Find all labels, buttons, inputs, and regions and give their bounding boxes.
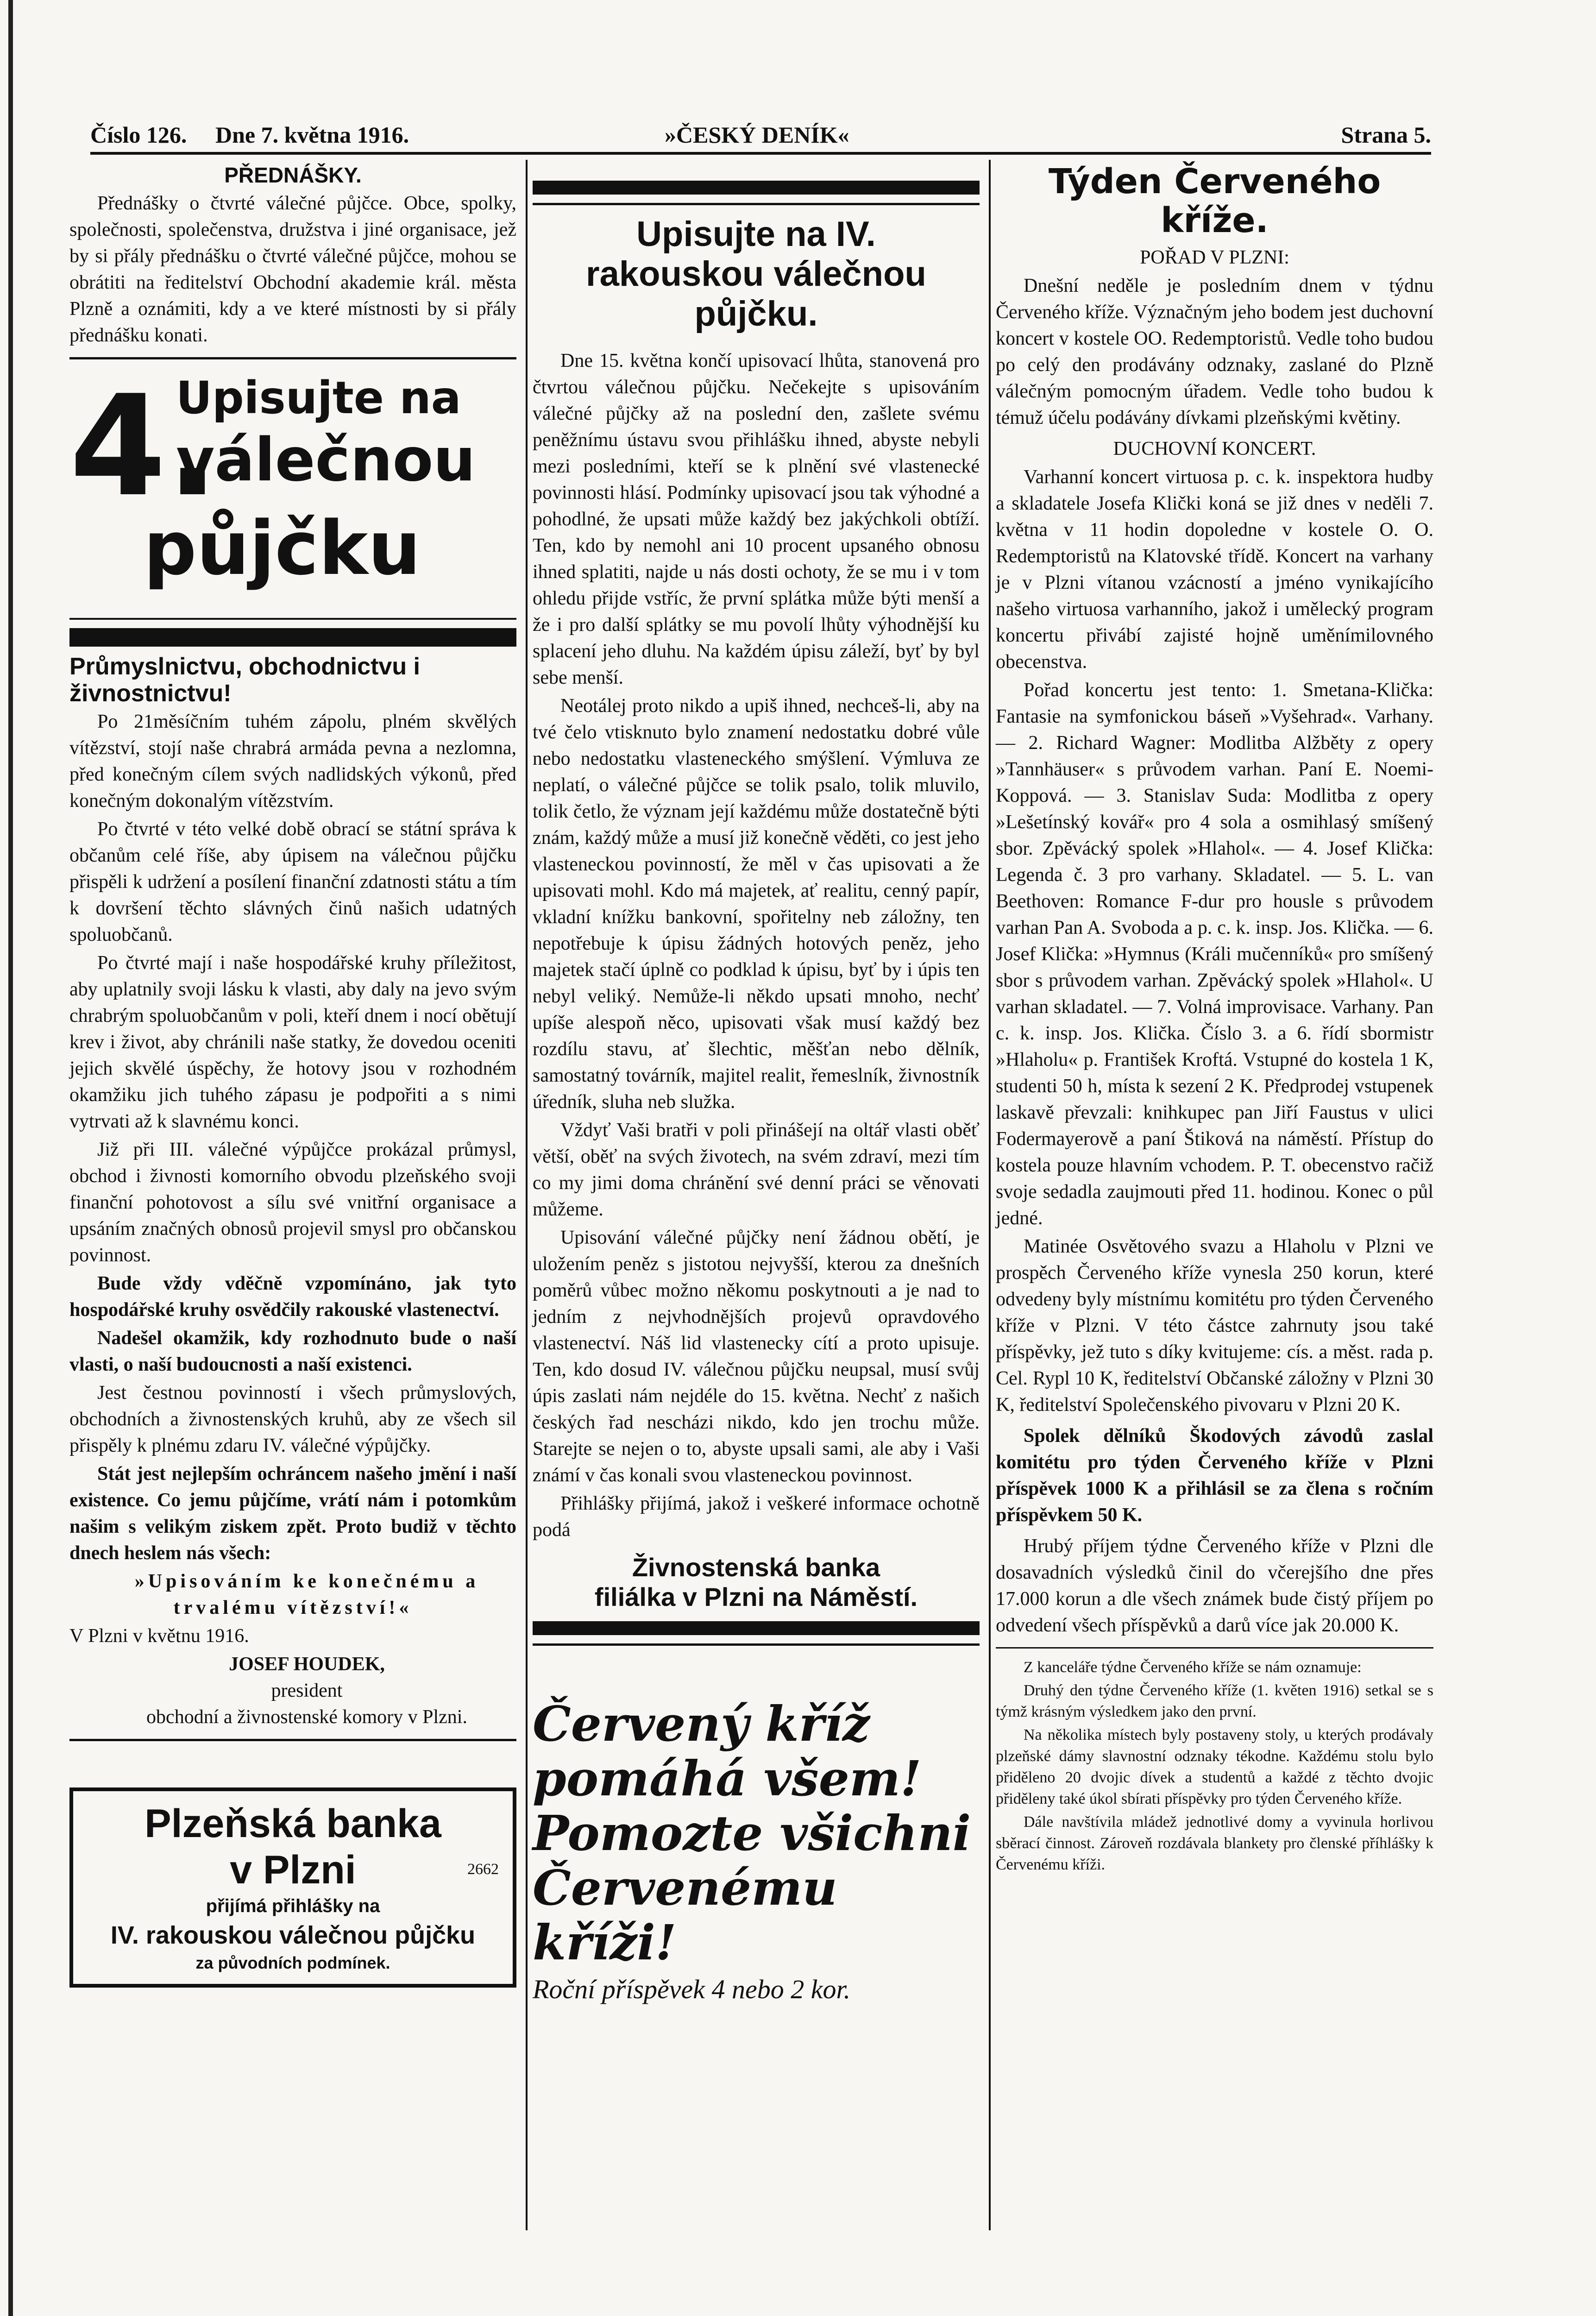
appeal-paragraph: Po 21měsíčním tuhém zápolu, plném skvělých vítězství, stojí naše chrabrá armáda pevna a nezlomna, před konečným cílem svých nadlidských výkonů, před konečným dokonalým vítězstvím. bbox=[69, 711, 516, 812]
matinee-paragraph: Matinée Osvětového svazu a Hlaholu v Plzni ve prospěch Červeného kříže vynesla 250 korun, které odvedeny byly místnímu komitétu pro týden Červeného kříže v Plzni. V této částce zahrnuty jsou také příspěvky, jež tuto s díky kvitujeme: cís. a měst. rada p. Cel. Rypl 10 K, ředitelství Občanské záložny v Plzni 30 K, ředitelství Společenského pivovaru v Plzni 20 K. bbox=[996, 1236, 1433, 1416]
cross-line-1: Červený kříž bbox=[533, 1695, 870, 1752]
ad-line-1: Upisujte na bbox=[176, 372, 461, 424]
office-paragraph: Z kanceláře týdne Červeného kříže se nám oznamuje: bbox=[1024, 1659, 1362, 1676]
issue-date: Dne 7. května 1916. bbox=[215, 122, 409, 148]
cross-line-4: Červenému kříži! bbox=[533, 1859, 837, 1971]
header-rule bbox=[90, 152, 1431, 155]
page-number: Strana 5. bbox=[1341, 122, 1431, 148]
appeal-paragraph: Jest čestnou povinností i všech průmyslových, obchodních a živnostenských kruhů, aby ze všech sil přispěly k plnému zdaru IV. válečné výpůjčky. bbox=[69, 1382, 516, 1456]
week-paragraph: Dnešní neděle je posledním dnem v týdnu Červeného kříže. Význačným jeho bodem jest duchovní koncert v kostele OO. Redemptoristů. Vedle toho budou po celý den prodávány odznaky, zaslané do Plzně válečným pomocným úřadem. Vedle toho budou k témuž účelu podávány dívkami plzeňskými květiny. bbox=[996, 275, 1433, 428]
rule bbox=[69, 357, 516, 359]
rule bbox=[69, 618, 516, 620]
plzenska-banka-ad bbox=[69, 1787, 516, 1988]
loan-paragraph: Dne 15. května končí upisovací lhůta, stanovená pro čtvrtou válečnou půjčku. Nečekejte s upisováním válečné půjčky až na poslední den, zašlete svému peněžnímu ústavu svou přihlášku ihned, abyste nebyli mezi posledními, kteří se k plnění své vlastenecké povinnosti hlásí. Podmínky upisovací jsou tak výhodné a pohodlné, že upsati může každý bez jakýchkoli obtíží. Ten, kdo by nemohl ani 10 procent upsaného obnosu ihned splatiti, najde u nás dosti ochoty, že se mu i v tom ohledu přijde vstříc, že první splátka může býti menší a že i pro další splátky se mu povolí lhůty výhodnější ku splacení jeho dluhu. Na každém úpisu záleží, byť by byl sebe menší. bbox=[533, 350, 980, 688]
column-divider bbox=[989, 160, 991, 2230]
ad-line-3: půjčku bbox=[144, 505, 421, 592]
loan-paragraph: Přihlášky přijímá, jakož i veškeré informace ochotně podá bbox=[533, 1493, 980, 1541]
column-3 bbox=[996, 162, 1433, 1877]
office-paragraph: Druhý den týdne Červeného kříže (1. květen 1916) setkal se s týmž krásným výsledkem jako den první. bbox=[996, 1682, 1433, 1720]
loan-paragraph: Upisování válečné půjčky není žádnou obětí, je uložením peněz s jistotou nejvyšší, kterou za dnešních poměrů vůbec možno někomu poskytnouti a je nad to jedním z nejvhodnějších projevů opravdového vlastenectví. Náš lid vlastenecky cítí a proto upisuje. Ten, kdo dosud IV. válečnou půjčku neupsal, musí svůj úpis zaslati nám nejdéle do 15. května. Nechť z našich českých řad nescházi nikdo, kdo jen trochu může. Starejte se nejen o to, abyste upsali sami, ale aby i Vaši známí v čas konali svou vlasteneckou povinnost. bbox=[533, 1227, 980, 1486]
subheading: POŘAD V PLZNI: bbox=[1140, 247, 1289, 268]
lectures-text: Přednášky o čtvrté válečné půjčce. Obce, spolky, společnosti, společenstva, družstva i jiné organisace, jež by si přály přednášku o čtvrté válečné půjčce, mohou se obrátiti na ředitelství Obchodní akademie král. města Plzně a oznámiti, kdy a ve které místnosti by si přály přednášku konati. bbox=[69, 193, 516, 346]
bank-line: IV. rakouskou válečnou půjčku bbox=[110, 1921, 476, 1949]
red-cross-ad bbox=[533, 1697, 980, 2007]
appeal-paragraph: Po čtvrté v této velké době obrací se státní správa k občanům celé říše, aby úpisem na válečnou půjčku přispěli k udržení a posílení finanční zdatnosti státu a tím k dovršení těchto slávných činů našich udatných spoluobčanů. bbox=[69, 818, 516, 945]
signer-role: president bbox=[271, 1680, 343, 1701]
ad-line-2: válečnou bbox=[176, 426, 476, 495]
appeal-place: V Plzni v květnu 1916. bbox=[69, 1625, 249, 1647]
rule bbox=[533, 203, 980, 205]
loan-title-2: rakouskou válečnou bbox=[586, 254, 926, 294]
signer-org: obchodní a živnostenské komory v Plzni. bbox=[146, 1706, 467, 1728]
bank-line: za původních podmínek. bbox=[195, 1953, 390, 1972]
cross-line-3: Pomozte všichni bbox=[533, 1805, 971, 1862]
concert-paragraph: Varhanní koncert virtuosa p. c. k. inspektora hudby a skladatele Josefa Klički koná se již dnes v neděli 7. května v 11 hodin dopoledne v kostele O. O. Redemptoristů na Klatovské třídě. Koncert na varhany je v Plzni vítanou vzácností a jméno vynikajícího našeho virtuosa varhanního, jakož i umělecký program koncertu přivábí zajisté hojně uměnímilovného obecenstva. bbox=[996, 466, 1433, 673]
loan-title-1: Upisujte na IV. bbox=[636, 214, 876, 254]
ad-number: 4. bbox=[69, 365, 219, 527]
column-1 bbox=[69, 162, 516, 1988]
column-divider bbox=[526, 160, 528, 2230]
paper-name: »ČESKÝ DENÍK« bbox=[665, 122, 849, 148]
bank-line: přijímá přihlášky na bbox=[206, 1896, 380, 1916]
page-header bbox=[90, 121, 1431, 149]
income-paragraph: Hrubý příjem týdne Červeného kříže v Plzni dle dosavadních výsledků činil do včerejšího dne přes 17.000 korun a dle všech známek bude čistý příjem po odvedení všech příspěvků a darů více jak 20.000 K. bbox=[996, 1536, 1433, 1636]
loan-title-3: půjčku. bbox=[694, 294, 818, 334]
war-loan-ad bbox=[69, 365, 516, 609]
skoda-paragraph: Spolek dělníků Škodových závodů zaslal komitétu pro týden Červeného kříže v Plzni příspěvek 1000 K a přihlásil se za člena s ročním příspěvkem 50 K. bbox=[996, 1425, 1433, 1526]
rule bbox=[996, 1647, 1433, 1649]
lectures-title: PŘEDNÁŠKY. bbox=[224, 163, 362, 187]
cross-line-5: Roční příspěvek 4 nebo 2 kor. bbox=[533, 1974, 851, 2004]
zivnostenska-branch: filiálka v Plzni na Náměstí. bbox=[594, 1582, 918, 1611]
loan-paragraph: Neotálej proto nikdo a upiš ihned, nechceš-li, aby na tvé čelo vtisknuto bylo znamení nedostatku dobré vůle nebo nedostatku vlasteneckého smýšlení. Výmluva ze neplatí, o válečné půjčce se tolik psalo, tolik mluvilo, tolik četlo, že význam její každému může dostatečně býti znám, každý může a musí již konečně věděti, co jest jeho vlasteneckou povinností, že měl v čas upisovati a že upisovati mohl. Kdo má majetek, ať realitu, cenný papír, vkladní knížku bankovní, spořitelny neb záložny, ten nepotřebuje k úpisu žádných hotových peněz, jeho majetek stačí úplně co podklad k úpisu, byť by i úpis ten nebyl veliký. Nemůže-li někdo upsati mnoho, nechť upíše alespoň něco, upisovati však musí každý bez rozdílu stavu, ať šlechtic, měšťan nebo dělník, samostatný továrník, majitel realit, řemeslník, živnostník úředník, sluha neb služka. bbox=[533, 695, 980, 1113]
concert-program: Pořad koncertu jest tento: 1. Smetana-Klička: Fantasie na symfonickou báseň »Vyšehrad«. Varhany. — 2. Richard Wagner: Modlitba Alžběty z opery »Tannhäuser« s průvodem varhan. Paní E. Noemi-Koppová. — 3. Stanislav Suda: Modlitba z opery »Lešetínský kovář« pro 4 sola a osmihlasý smíšený sbor. Zpěvácký spolek »Hlahol«. — 4. Josef Klička: Legenda č. 3 pro varhany. Skladatel. — 5. L. van Beethoven: Romance F-dur pro housle s průvodem varhan Pan A. Svoboda a p. c. k. insp. Jos. Klička. — 6. Josef Klička: »Hymnus (Králi mučenníků« pro smíšený sbor s průvodem varhan. Zpěvácký spolek »Hlahol«. U varhan skladatel. — 7. Volná improvisace. Varhany. Pan c. k. insp. Jos. Klička. Číslo 3. a 6. řídí sbormistr »Hlaholu« p. František Kroftá. Vstupné do kostela 1 K, studenti 50 h, místa k sezení 2 K. Předprodej vstupenek laskavě převzali: knihkupec pan Jiří Faustus v ulici Fodermayerově a paní Štiková na náměstí. Přístup do kostela pouze hlavním vchodem. P. T. obecenstvo račiž svoje sedadla zaujmouti před 11. hodinou. Konec o půl jedné. bbox=[996, 680, 1433, 1229]
bank-code: 2662 bbox=[467, 1861, 499, 1878]
bank-city: v Plzni bbox=[230, 1848, 356, 1892]
signer-name: JOSEF HOUDEK, bbox=[229, 1654, 385, 1675]
bank-name: Plzeňská banka bbox=[145, 1801, 441, 1846]
thick-rule bbox=[533, 181, 980, 195]
rule bbox=[69, 1739, 516, 1741]
subheading: DUCHOVNÍ KONCERT. bbox=[1113, 438, 1316, 459]
cross-line-2: pomáhá všem! bbox=[533, 1750, 922, 1807]
appeal-paragraph: Bude vždy vděčně vzpomínáno, jak tyto hospodářské kruhy osvědčily rakouské vlastenectví. bbox=[69, 1273, 516, 1321]
red-cross-week-title: Týden Červeného kříže. bbox=[1048, 162, 1381, 240]
appeal-paragraph: Stát jest nejlepším ochráncem našeho jmění i naší existence. Co jemu půjčíme, vrátí nám i potomkům našim s velikým ziskem zpět. Proto budiž v těchto dnech heslem nás všech: bbox=[69, 1463, 516, 1564]
thick-rule bbox=[533, 1621, 980, 1635]
office-paragraph: Na několika místech byly postaveny stoly, u kterých prodávaly plzeňské dámy slavnostní odznaky tékodne. Každému stolu bylo přiděleno 20 dvojic dívek a studentů a každé z těchto dvojic přiděleny také úkol sbírati příspěvky pro týden Červeného kříže. bbox=[996, 1726, 1433, 1807]
zivnostenska-banka: Živnostenská banka bbox=[632, 1553, 880, 1582]
column-2 bbox=[533, 162, 980, 2007]
office-paragraph: Dále navštívila mládež jednotlivé domy a vyvinula horlivou sběrací činnost. Zároveň rozdávala blankety pro členské příhlášky k Červenému kříži. bbox=[996, 1813, 1433, 1873]
issue-number: Číslo 126. bbox=[90, 122, 187, 148]
appeal-paragraph: Po čtvrté mají i naše hospodářské kruhy příležitost, aby uplatnily svoji lásku k vlasti, aby daly na jevo svým chrabrým spoluobčanům v poli, kteří dnem i nocí obětují krev i život, aby chránili naše statky, že dovedou oceniti jejich skvělé úspěchy, že hotovy jsou v rozhodném okamžiku jich tuhého zápasu je podpořiti a s nimi vytrvati až k slavnému konci. bbox=[69, 952, 516, 1132]
appeal-paragraph: Nadešel okamžik, kdy rozhodnuto bude o naší vlasti, o naší budoucnosti a naší existenci. bbox=[69, 1328, 516, 1375]
appeal-motto: »Upisováním ke konečnému a trvalému vítězství!« bbox=[134, 1571, 479, 1618]
loan-paragraph: Vždyť Vaši bratři v poli přinášejí na oltář vlasti oběť větší, oběť na svých životech, na svém zdraví, mezi tím co my jimi doma chránění své denní práci se věnovati můžeme. bbox=[533, 1120, 980, 1220]
page-edge bbox=[8, 0, 13, 2316]
appeal-title: Průmyslnictvu, obchodnictvu i živnostnictvu! bbox=[69, 653, 420, 707]
thick-rule bbox=[69, 628, 516, 647]
rule bbox=[533, 1643, 980, 1646]
appeal-paragraph: Již při III. válečné výpůjčce prokázal průmysl, obchod i živnosti komorního obvodu plzeňského svoji finanční pohotovost a sílu své vnitřní organisace a upsáním značných obnosů projevil smysl pro občanskou povinnost. bbox=[69, 1139, 516, 1266]
